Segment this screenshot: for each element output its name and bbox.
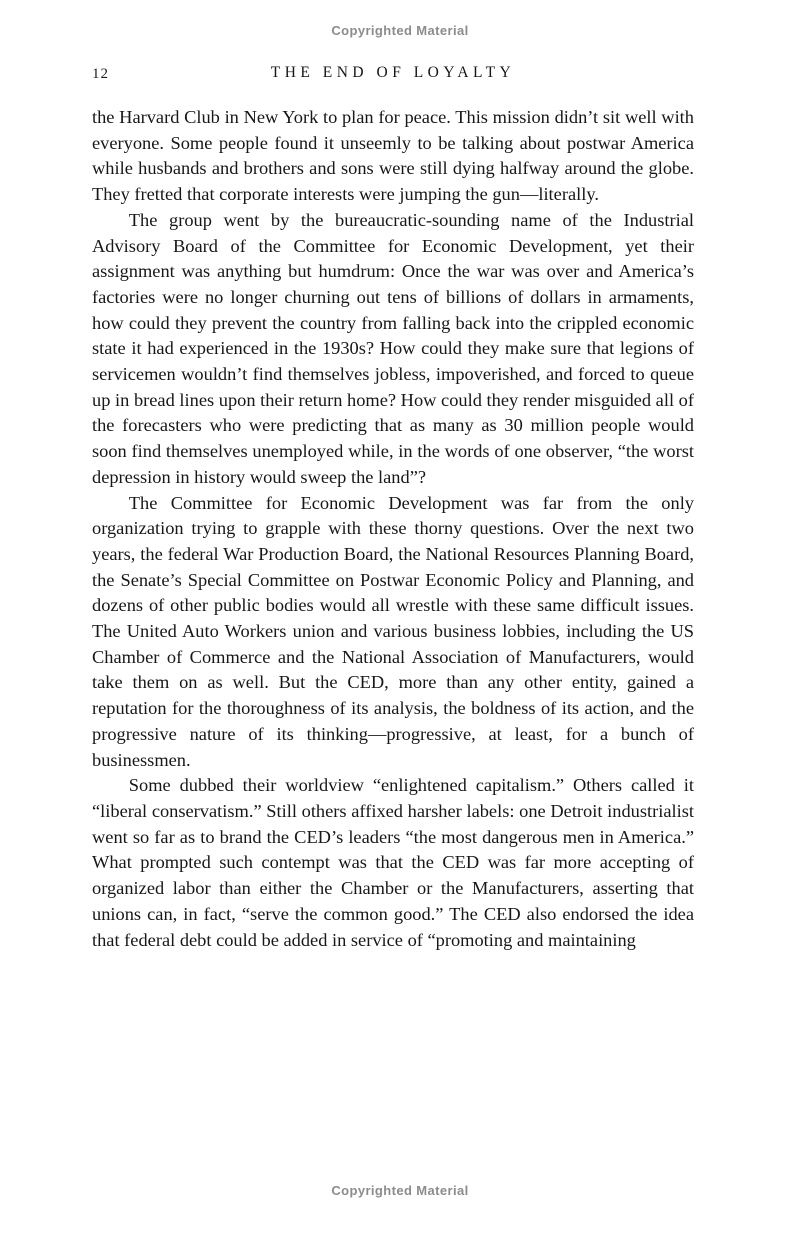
book-title: THE END OF LOYALTY (270, 64, 516, 81)
body-paragraph: The group went by the bureaucratic-sounding name of the Industrial Advisory Board of the Committee for Economic Development, yet their assignment was anything but humdrum: Once the war was over and America’s factories were no longer churning out tens of billions of dollars in armaments, how could they prevent the country from falling back into the crippled economic state it had experienced in the 1930s? How could they make sure that legions of servicemen wouldn’t find themselves jobless, impoverished, and forced to queue up in bread lines upon their return home? How could they render misguided all of the forecasters who were predicting that as many as 30 million people would soon find themselves unemployed while, in the words of one observer, “the worst depression in history would sweep the land”? (92, 209, 694, 487)
running-header (92, 64, 694, 88)
copyright-notice-bottom: Copyrighted Material (331, 1183, 469, 1198)
page-body (92, 105, 694, 953)
body-paragraph: Some dubbed their worldview “enlightened capitalism.” Others called it “liberal conservatism.” Still others affixed harsher labels: one Detroit industrialist went so far as to brand the CED’s leaders “the most dangerous men in America.” What prompted such contempt was that the CED was far more accepting of organized labor than either the Chamber or the Manufacturers, asserting that unions can, in fact, “serve the common good.” The CED also endorsed the idea that federal debt could be added in service of “promoting and maintaining (92, 775, 694, 950)
body-paragraph: the Harvard Club in New York to plan for peace. This mission didn’t sit well with everyone. Some people found it unseemly to be talking about postwar America while husbands and brothers and sons were still dying halfway around the globe. They fretted that corporate interests were jumping the gun—literally. (92, 107, 694, 205)
copyright-notice-top: Copyrighted Material (331, 23, 469, 38)
page-number: 12 (92, 66, 109, 82)
body-paragraph: The Committee for Economic Development was far from the only organization trying to grapple with these thorny questions. Over the next two years, the federal War Production Board, the National Resources Planning Board, the Senate’s Special Committee on Postwar Economic Policy and Planning, and dozens of other public bodies would all wrestle with these same difficult issues. The United Auto Workers union and various business lobbies, including the US Chamber of Commerce and the National Association of Manufacturers, would take them on as well. But the CED, more than any other entity, gained a reputation for the thoroughness of its analysis, the boldness of its action, and the progressive nature of its thinking—progressive, at least, for a bunch of businessmen. (92, 492, 694, 770)
